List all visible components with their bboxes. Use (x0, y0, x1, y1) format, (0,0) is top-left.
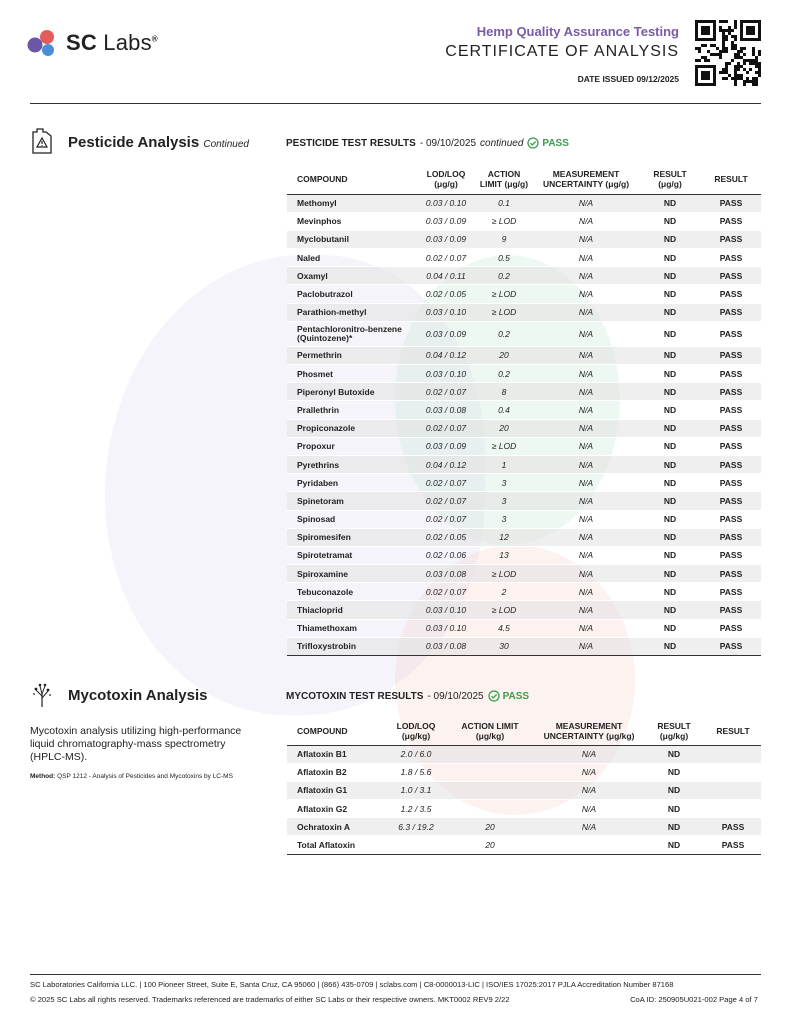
pesticide-table-cell: ND (639, 565, 701, 583)
pesticide-table-cell: N/A (533, 267, 639, 285)
report-subtitle: Hemp Quality Assurance Testing (476, 24, 679, 39)
pesticide-table-cell: ND (639, 230, 701, 248)
pesticide-table-cell: N/A (533, 194, 639, 212)
pesticide-table-cell: 8 (475, 383, 533, 401)
mycotoxin-method: Method: QSP 1212 - Analysis of Pesticides and Mycotoxins by LC-MS (30, 773, 233, 780)
pesticide-table-cell: ND (639, 437, 701, 455)
pesticide-table-cell: 0.02 / 0.07 (417, 492, 475, 510)
mycotoxin-table-row (287, 781, 761, 799)
pesticide-container-icon (31, 128, 53, 154)
pesticide-table-cell: N/A (533, 637, 639, 655)
pesticide-table-cell: ≥ LOD (475, 212, 533, 230)
pesticide-table-row (287, 303, 761, 321)
pesticide-table-cell: ≥ LOD (475, 285, 533, 303)
pesticide-table-cell: Thiacloprid (287, 601, 417, 619)
qr-code-icon[interactable] (695, 20, 761, 86)
mycotoxin-table-cell (445, 781, 535, 799)
pesticide-table-cell: 0.02 / 0.07 (417, 510, 475, 528)
mycotoxin-table-header-cell: ACTION LIMIT (μg/kg) (445, 717, 535, 745)
pesticide-table-cell: ≥ LOD (475, 437, 533, 455)
pesticide-table-cell: N/A (533, 437, 639, 455)
pesticide-table-cell: Mevinphos (287, 212, 417, 230)
pesticide-table-cell: ND (639, 583, 701, 601)
pesticide-table-row (287, 419, 761, 437)
header-divider (30, 103, 761, 104)
pesticide-table-cell: ND (639, 303, 701, 321)
pesticide-table-cell: Piperonyl Butoxide (287, 383, 417, 401)
pesticide-table-cell: N/A (533, 303, 639, 321)
pesticide-table-cell: 0.03 / 0.10 (417, 365, 475, 383)
pesticide-table-cell: 0.2 (475, 321, 533, 346)
pesticide-table-cell: PASS (701, 546, 761, 564)
logo-wordmark: SC Labs® (66, 30, 158, 55)
pesticide-table-cell: 3 (475, 474, 533, 492)
pesticide-table-cell: PASS (701, 249, 761, 267)
pesticide-table-title: PESTICIDE TEST RESULTS - 09/10/2025 continued PASS (286, 137, 569, 149)
pesticide-table-cell: PASS (701, 230, 761, 248)
mycotoxin-table-cell: ND (643, 763, 705, 781)
mycotoxin-table-cell (705, 781, 761, 799)
pesticide-table-cell: 0.03 / 0.09 (417, 230, 475, 248)
pesticide-table-cell: Phosmet (287, 365, 417, 383)
mycotoxin-table-header (287, 717, 761, 745)
pesticide-table-cell: N/A (533, 474, 639, 492)
pesticide-table-cell: ND (639, 365, 701, 383)
pesticide-table-row (287, 528, 761, 546)
pesticide-table-cell: 13 (475, 546, 533, 564)
pesticide-table-cell: 4.5 (475, 619, 533, 637)
pesticide-table-cell: ND (639, 212, 701, 230)
pesticide-table-row (287, 474, 761, 492)
pesticide-table-cell: PASS (701, 194, 761, 212)
pesticide-table-cell: 0.03 / 0.09 (417, 212, 475, 230)
pesticide-table-cell: 0.02 / 0.07 (417, 383, 475, 401)
mycotoxin-table-cell: ND (643, 781, 705, 799)
pesticide-table-cell: PASS (701, 619, 761, 637)
pesticide-table-cell: N/A (533, 546, 639, 564)
check-circle-icon (527, 137, 539, 149)
mycotoxin-table-cell: 2.0 / 6.0 (387, 745, 445, 763)
pesticide-table-cell: 0.5 (475, 249, 533, 267)
pesticide-table-cell: Spinetoram (287, 492, 417, 510)
mycotoxin-table-cell (705, 745, 761, 763)
pesticide-table-cell: PASS (701, 267, 761, 285)
pesticide-table-cell: PASS (701, 321, 761, 346)
pesticide-table-cell: ≥ LOD (475, 565, 533, 583)
pesticide-table-header-cell: ACTION LIMIT (μg/g) (475, 165, 533, 194)
mycotoxin-table-cell: ND (643, 818, 705, 836)
pesticide-table-row (287, 212, 761, 230)
pesticide-table-row (287, 365, 761, 383)
check-circle-icon (488, 690, 500, 702)
pesticide-table-cell: N/A (533, 619, 639, 637)
pesticide-table-cell: N/A (533, 492, 639, 510)
pesticide-table-cell: Parathion-methyl (287, 303, 417, 321)
pesticide-table-cell: 0.04 / 0.12 (417, 455, 475, 473)
mycotoxin-table-header-cell: MEASUREMENT UNCERTAINTY (μg/kg) (535, 717, 643, 745)
pesticide-table-row (287, 510, 761, 528)
pesticide-table-row (287, 455, 761, 473)
pesticide-table-cell: PASS (701, 601, 761, 619)
pesticide-table-header-cell: MEASUREMENT UNCERTAINTY (μg/g) (533, 165, 639, 194)
pesticide-table-cell: N/A (533, 285, 639, 303)
pesticide-table-cell: PASS (701, 303, 761, 321)
pesticide-table-cell: Paclobutrazol (287, 285, 417, 303)
date-issued: DATE ISSUED 09/12/2025 (577, 74, 679, 84)
pesticide-table-cell: N/A (533, 365, 639, 383)
pesticide-table-cell: 0.2 (475, 267, 533, 285)
pesticide-table-cell: N/A (533, 455, 639, 473)
pesticide-table-cell: 9 (475, 230, 533, 248)
sc-labs-logo (26, 26, 158, 60)
pesticide-table-cell: N/A (533, 565, 639, 583)
pesticide-table-row (287, 601, 761, 619)
mycotoxin-table-cell: 20 (445, 836, 535, 854)
mycotoxin-table-cell (445, 763, 535, 781)
pesticide-table-header-cell: RESULT (701, 165, 761, 194)
pesticide-table-cell: Spinosad (287, 510, 417, 528)
pesticide-table-cell: 0.02 / 0.05 (417, 285, 475, 303)
pesticide-table-cell: 0.03 / 0.09 (417, 437, 475, 455)
pesticide-table-cell: PASS (701, 365, 761, 383)
pesticide-table-cell: 0.2 (475, 365, 533, 383)
pesticide-table-cell: 0.03 / 0.09 (417, 321, 475, 346)
pesticide-table-cell: N/A (533, 321, 639, 346)
pesticide-table-cell: ND (639, 194, 701, 212)
pesticide-table-cell: ND (639, 510, 701, 528)
footer-coa-id: CoA ID: 250905U021-002 Page 4 of 7 (630, 995, 758, 1004)
pesticide-table-cell: ND (639, 528, 701, 546)
pesticide-table-cell: Myclobutanil (287, 230, 417, 248)
pesticide-table-cell: 0.03 / 0.08 (417, 401, 475, 419)
pesticide-table-row (287, 437, 761, 455)
mycotoxin-table-cell: 6.3 / 19.2 (387, 818, 445, 836)
pesticide-table-cell: ND (639, 267, 701, 285)
mycotoxin-table-row (287, 818, 761, 836)
pesticide-table-cell: Pentachloronitro-benzene (Quintozene)* (287, 321, 417, 346)
pesticide-table-cell: Spiromesifen (287, 528, 417, 546)
pesticide-table-row (287, 401, 761, 419)
pesticide-table-cell: PASS (701, 383, 761, 401)
mycotoxin-table-cell: ND (643, 800, 705, 818)
pesticide-table-cell: ≥ LOD (475, 601, 533, 619)
mycotoxin-table-cell: 1.8 / 5.6 (387, 763, 445, 781)
mycotoxin-table-cell: N/A (535, 800, 643, 818)
pesticide-table-cell: ND (639, 637, 701, 655)
report-title: CERTIFICATE OF ANALYSIS (445, 43, 679, 60)
mycotoxin-table-cell: 20 (445, 818, 535, 836)
pesticide-table-row (287, 194, 761, 212)
pesticide-table-cell: PASS (701, 565, 761, 583)
pesticide-table-cell: 0.1 (475, 194, 533, 212)
pesticide-table-cell: 30 (475, 637, 533, 655)
pesticide-table-cell: 3 (475, 492, 533, 510)
pesticide-table-cell: ND (639, 401, 701, 419)
pesticide-table-cell: 0.03 / 0.10 (417, 601, 475, 619)
pesticide-table-cell: Trifloxystrobin (287, 637, 417, 655)
pesticide-table-cell: ND (639, 492, 701, 510)
pesticide-table-header (287, 165, 761, 194)
mycotoxin-table-cell: Aflatoxin B1 (287, 745, 387, 763)
pesticide-table-cell: PASS (701, 528, 761, 546)
pesticide-table-cell: Spiroxamine (287, 565, 417, 583)
mycotoxin-description: Mycotoxin analysis utilizing high-performance liquid chromatography-mass spectrometry (HPLC-MS). (30, 725, 242, 763)
pesticide-table-cell: ND (639, 546, 701, 564)
pesticide-table-row (287, 546, 761, 564)
pesticide-table-cell: 20 (475, 346, 533, 364)
pesticide-table-row (287, 492, 761, 510)
pesticide-table-header-cell: LOD/LOQ (μg/g) (417, 165, 475, 194)
pesticide-table-cell: Tebuconazole (287, 583, 417, 601)
pesticide-table-row (287, 230, 761, 248)
pesticide-table-cell: Thiamethoxam (287, 619, 417, 637)
pesticide-table-cell: N/A (533, 601, 639, 619)
pesticide-table-row (287, 383, 761, 401)
pesticide-table-cell: ND (639, 249, 701, 267)
mycotoxin-results-table (287, 717, 761, 855)
pesticide-table-cell: N/A (533, 419, 639, 437)
mycotoxin-table-cell: Aflatoxin G1 (287, 781, 387, 799)
pesticide-table-cell: Spirotetramat (287, 546, 417, 564)
pesticide-table-cell: PASS (701, 637, 761, 655)
mycotoxin-mold-icon (31, 682, 53, 708)
pesticide-table-cell: ND (639, 601, 701, 619)
mycotoxin-table-cell: 1.0 / 3.1 (387, 781, 445, 799)
mycotoxin-table-header-cell: RESULT (705, 717, 761, 745)
pesticide-table-cell: 0.02 / 0.07 (417, 583, 475, 601)
pesticide-table-cell: N/A (533, 249, 639, 267)
pesticide-table-cell: 0.02 / 0.06 (417, 546, 475, 564)
pesticide-table-cell: N/A (533, 528, 639, 546)
pesticide-table-row (287, 637, 761, 655)
pesticide-table-cell: ND (639, 455, 701, 473)
mycotoxin-table-header-cell: LOD/LOQ (μg/kg) (387, 717, 445, 745)
pesticide-table-cell: N/A (533, 383, 639, 401)
mycotoxin-section-title: Mycotoxin Analysis (68, 687, 208, 704)
pesticide-table-cell: 0.4 (475, 401, 533, 419)
pesticide-table-cell: PASS (701, 346, 761, 364)
mycotoxin-table-cell: ND (643, 836, 705, 854)
mycotoxin-table-cell: Aflatoxin B2 (287, 763, 387, 781)
pesticide-table-cell: 2 (475, 583, 533, 601)
pesticide-table-cell: PASS (701, 455, 761, 473)
pesticide-table-cell: ND (639, 346, 701, 364)
footer-divider (30, 974, 761, 975)
pesticide-table-cell: PASS (701, 401, 761, 419)
pesticide-table-cell: ND (639, 474, 701, 492)
pesticide-table-cell: 1 (475, 455, 533, 473)
mycotoxin-table-cell: N/A (535, 781, 643, 799)
pesticide-table-cell: N/A (533, 401, 639, 419)
logo-mark-icon (26, 26, 60, 60)
mycotoxin-table-cell: N/A (535, 818, 643, 836)
mycotoxin-table-cell: N/A (535, 763, 643, 781)
mycotoxin-pass-badge: PASS (488, 690, 530, 702)
pesticide-table-cell: PASS (701, 285, 761, 303)
pesticide-table-cell: N/A (533, 346, 639, 364)
pesticide-table-row (287, 249, 761, 267)
mycotoxin-table-row (287, 745, 761, 763)
mycotoxin-table-cell (535, 836, 643, 854)
pesticide-table-row (287, 321, 761, 346)
mycotoxin-table-row (287, 763, 761, 781)
pesticide-table-row (287, 565, 761, 583)
pesticide-table-cell: PASS (701, 474, 761, 492)
pesticide-table-cell: Methomyl (287, 194, 417, 212)
pesticide-table-cell: Prallethrin (287, 401, 417, 419)
pesticide-table-cell: Permethrin (287, 346, 417, 364)
pesticide-table-row (287, 346, 761, 364)
pesticide-table-cell: ND (639, 619, 701, 637)
pesticide-table-cell: Naled (287, 249, 417, 267)
mycotoxin-table-cell: PASS (705, 818, 761, 836)
pesticide-table-cell: 0.02 / 0.05 (417, 528, 475, 546)
mycotoxin-table-cell: Aflatoxin G2 (287, 800, 387, 818)
pesticide-table-cell: 0.04 / 0.12 (417, 346, 475, 364)
pesticide-table-cell: N/A (533, 510, 639, 528)
pesticide-table-cell: PASS (701, 583, 761, 601)
pesticide-table-cell: 12 (475, 528, 533, 546)
mycotoxin-table-header-cell: COMPOUND (287, 717, 387, 745)
footer-copyright: © 2025 SC Labs all rights reserved. Trademarks referenced are trademarks of either SC Labs or their respective owners. MKT0002 REV9 2/22 (30, 995, 510, 1004)
mycotoxin-table-cell: N/A (535, 745, 643, 763)
pesticide-table-cell: PASS (701, 419, 761, 437)
pesticide-table-cell: N/A (533, 583, 639, 601)
pesticide-table-cell: Propoxur (287, 437, 417, 455)
pesticide-table-cell: ND (639, 321, 701, 346)
pesticide-table-cell: 3 (475, 510, 533, 528)
pesticide-pass-badge: PASS (527, 137, 569, 149)
pesticide-table-cell: 0.03 / 0.10 (417, 194, 475, 212)
pesticide-table-cell: PASS (701, 437, 761, 455)
pesticide-table-row (287, 619, 761, 637)
mycotoxin-table-cell: PASS (705, 836, 761, 854)
pesticide-section-title: Pesticide Analysis Continued (68, 134, 249, 151)
pesticide-table-cell: Propiconazole (287, 419, 417, 437)
mycotoxin-table-row (287, 836, 761, 854)
pesticide-table-cell: 20 (475, 419, 533, 437)
pesticide-table-cell: N/A (533, 212, 639, 230)
mycotoxin-table-header-cell: RESULT (μg/kg) (643, 717, 705, 745)
pesticide-table-cell: ≥ LOD (475, 303, 533, 321)
pesticide-table-cell: ND (639, 419, 701, 437)
mycotoxin-table-title: MYCOTOXIN TEST RESULTS - 09/10/2025 PASS (286, 690, 530, 702)
mycotoxin-table-cell (705, 800, 761, 818)
mycotoxin-table-cell (705, 763, 761, 781)
pesticide-table-cell: 0.03 / 0.10 (417, 303, 475, 321)
pesticide-table-cell: Pyrethrins (287, 455, 417, 473)
pesticide-table-row (287, 285, 761, 303)
mycotoxin-table-cell: 1.2 / 3.5 (387, 800, 445, 818)
pesticide-table-header-cell: COMPOUND (287, 165, 417, 194)
pesticide-table-cell: 0.02 / 0.07 (417, 419, 475, 437)
pesticide-table-cell: N/A (533, 230, 639, 248)
pesticide-table-row (287, 267, 761, 285)
mycotoxin-table-cell (445, 800, 535, 818)
pesticide-table-cell: ND (639, 285, 701, 303)
mycotoxin-table-cell: Total Aflatoxin (287, 836, 387, 854)
mycotoxin-table-cell: ND (643, 745, 705, 763)
pesticide-table-cell: 0.03 / 0.10 (417, 619, 475, 637)
pesticide-table-cell: PASS (701, 510, 761, 528)
pesticide-table-cell: 0.03 / 0.08 (417, 637, 475, 655)
pesticide-table-cell: 0.03 / 0.08 (417, 565, 475, 583)
pesticide-table-cell: ND (639, 383, 701, 401)
pesticide-table-cell: 0.04 / 0.11 (417, 267, 475, 285)
pesticide-table-header-cell: RESULT (μg/g) (639, 165, 701, 194)
pesticide-table-cell: 0.02 / 0.07 (417, 249, 475, 267)
pesticide-results-table (287, 165, 761, 656)
mycotoxin-table-cell: Ochratoxin A (287, 818, 387, 836)
pesticide-table-cell: PASS (701, 212, 761, 230)
mycotoxin-table-cell (445, 745, 535, 763)
pesticide-table-row (287, 583, 761, 601)
mycotoxin-table-cell (387, 836, 445, 854)
footer-address: SC Laboratories California LLC. | 100 Pioneer Street, Suite E, Santa Cruz, CA 95060 | (866) 435-0709 | sclabs.com | C8-0000013-LIC | ISO/IES 17025:2017 PJLA Accreditation Number 87168 (30, 980, 674, 989)
pesticide-table-cell: 0.02 / 0.07 (417, 474, 475, 492)
pesticide-table-cell: Oxamyl (287, 267, 417, 285)
mycotoxin-table-row (287, 800, 761, 818)
pesticide-table-cell: Pyridaben (287, 474, 417, 492)
pesticide-table-cell: PASS (701, 492, 761, 510)
